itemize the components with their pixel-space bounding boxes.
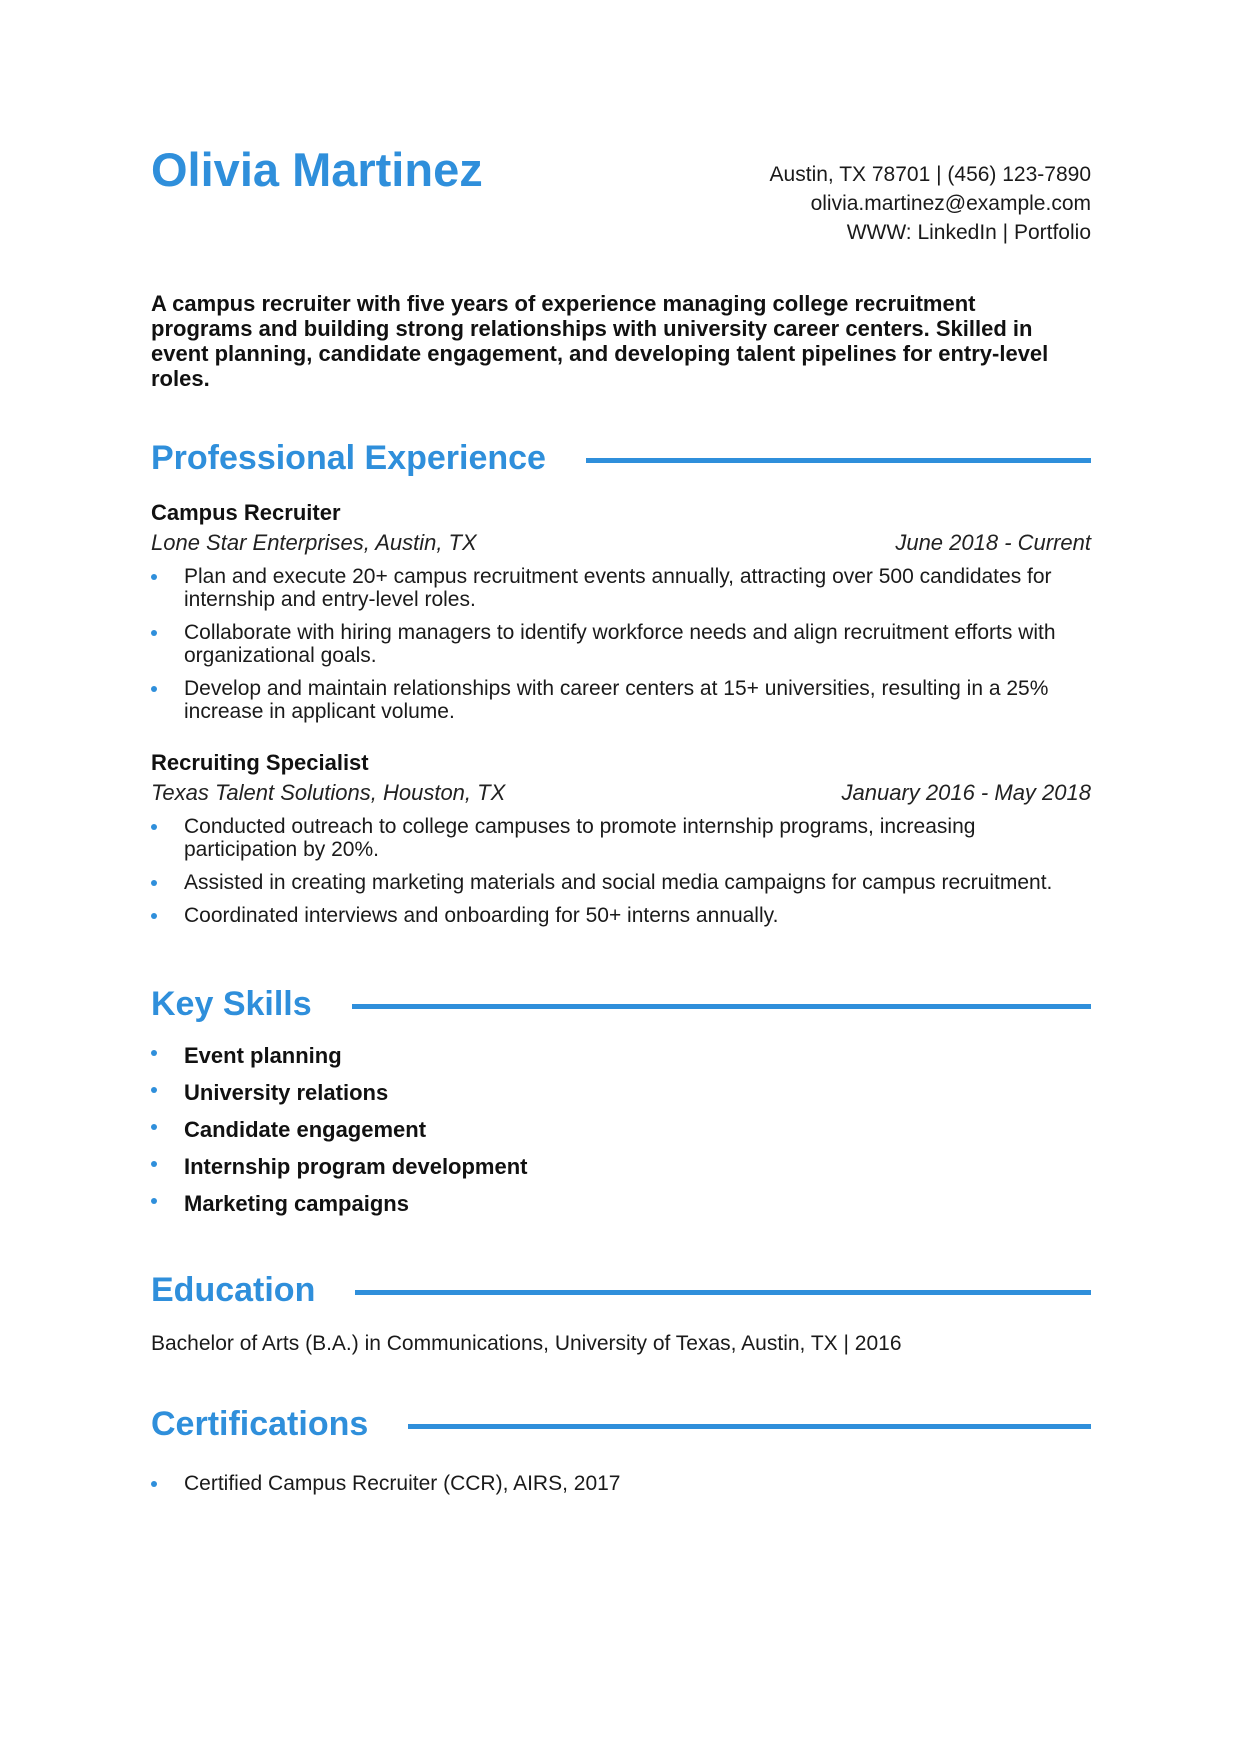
contact-address-phone: Austin, TX 78701 | (456) 123-7890: [769, 163, 1091, 186]
section-title-certifications: Certifications: [151, 1404, 369, 1443]
skill-text: Marketing campaigns: [184, 1191, 409, 1216]
bullet-text: Plan and execute 20+ campus recruitment events annually, attracting over 500 candidates for internship and entry-level roles.: [184, 565, 1052, 611]
resume-header: [151, 0, 1091, 270]
candidate-name: Olivia Martinez: [151, 143, 483, 196]
section-title-experience: Professional Experience: [151, 438, 546, 477]
section-skills-header: [151, 982, 1091, 1026]
skill-text: University relations: [184, 1080, 389, 1105]
section-education-header: [151, 1268, 1091, 1312]
skill-item: [151, 1191, 1091, 1217]
skill-item: [151, 1154, 1091, 1180]
skills-list: [151, 1043, 1091, 1228]
bullet-text: Collaborate with hiring managers to identify workforce needs and align recruitment efforts with organizational goals.: [184, 621, 1056, 667]
bullet-icon: [151, 1161, 157, 1167]
job-meta: [151, 527, 1091, 559]
section-certifications-header: [151, 1402, 1091, 1446]
bullet-icon: [151, 880, 157, 886]
resume-content: [151, 0, 1091, 1495]
list-item: [151, 565, 1091, 611]
list-item: [151, 904, 1091, 927]
cert-bullets: [151, 1472, 1091, 1495]
certifications-list: [151, 1472, 1091, 1505]
bullet-icon: [151, 913, 157, 919]
skill-text: Candidate engagement: [184, 1117, 427, 1142]
bullet-icon: [151, 1481, 157, 1487]
job-title: Campus Recruiter: [151, 500, 341, 525]
list-item: [151, 871, 1091, 894]
bullet-icon: [151, 1198, 157, 1204]
job-bullets: [151, 815, 1091, 927]
section-experience-header: [151, 436, 1091, 480]
list-item: [151, 1472, 1091, 1495]
bullet-icon: [151, 824, 157, 830]
list-item: [151, 621, 1091, 667]
list-item: [151, 677, 1091, 723]
section-title-education: Education: [151, 1270, 316, 1309]
skill-text: Event planning: [184, 1043, 342, 1068]
section-title-skills: Key Skills: [151, 984, 312, 1023]
cert-text: Certified Campus Recruiter (CCR), AIRS, 2017: [184, 1472, 621, 1495]
bullet-icon: [151, 630, 157, 636]
job-bullets: [151, 565, 1091, 723]
education-entry: Bachelor of Arts (B.A.) in Communications, University of Texas, Austin, TX | 2016: [151, 1332, 902, 1355]
bullet-icon: [151, 1124, 157, 1130]
job-entry: [151, 499, 1091, 733]
section-divider: [352, 1004, 1091, 1009]
job-meta: [151, 777, 1091, 809]
bullet-icon: [151, 1087, 157, 1093]
job-entry: [151, 749, 1091, 937]
contact-links[interactable]: WWW: LinkedIn | Portfolio: [846, 221, 1091, 244]
section-divider: [586, 458, 1091, 463]
job-company: Texas Talent Solutions, Houston, TX: [151, 780, 506, 805]
job-dates: January 2016 - May 2018: [841, 780, 1091, 805]
skill-item: [151, 1043, 1091, 1069]
section-divider: [408, 1424, 1091, 1429]
bullet-icon: [151, 1050, 157, 1056]
bullet-text: Coordinated interviews and onboarding for 50+ interns annually.: [184, 904, 779, 927]
bullet-text: Develop and maintain relationships with career centers at 15+ universities, resulting in a 25% increase in applicant volume.: [184, 677, 1049, 723]
job-company: Lone Star Enterprises, Austin, TX: [151, 530, 477, 555]
skill-item: [151, 1080, 1091, 1106]
skill-item: [151, 1117, 1091, 1143]
professional-summary: A campus recruiter with five years of experience managing college recruitment programs and building strong relationships with university career centers. Skilled in event planning, candidate engagement, and developing talent pipelines for entry-level roles.: [151, 291, 1049, 391]
contact-block: [770, 160, 1091, 247]
bullet-icon: [151, 574, 157, 580]
bullet-text: Assisted in creating marketing materials and social media campaigns for campus recruitment.: [184, 871, 1053, 894]
contact-email[interactable]: olivia.martinez@example.com: [810, 192, 1091, 215]
bullet-text: Conducted outreach to college campuses to promote internship programs, increasing participation by 20%.: [184, 815, 976, 861]
job-dates: June 2018 - Current: [895, 530, 1091, 555]
skill-text: Internship program development: [184, 1154, 528, 1179]
bullet-icon: [151, 686, 157, 692]
list-item: [151, 815, 1091, 861]
section-divider: [355, 1290, 1091, 1295]
job-title: Recruiting Specialist: [151, 750, 369, 775]
